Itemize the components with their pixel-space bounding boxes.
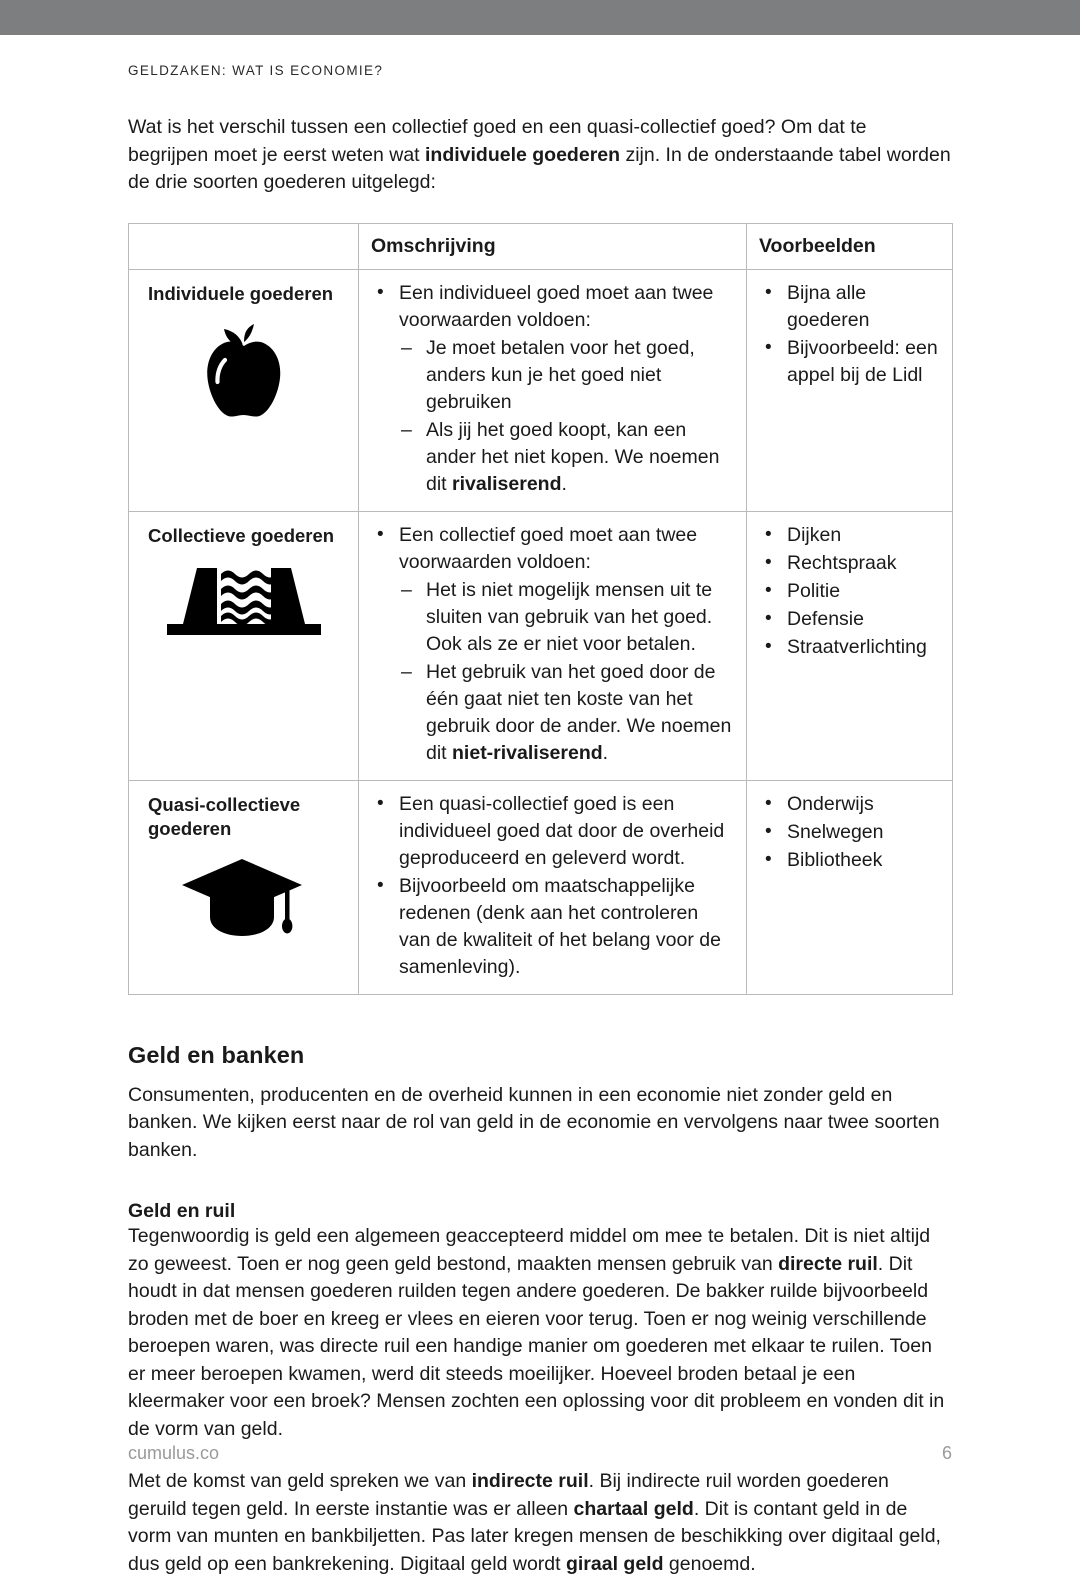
example-item: • Politie — [759, 578, 940, 605]
intro-paragraph — [128, 114, 952, 197]
category-cell-individueel — [129, 269, 359, 511]
example-item: • Dijken — [759, 522, 940, 549]
description-cell-collectief — [359, 511, 747, 780]
top-grey-band — [0, 0, 1080, 35]
category-label: Collectieve goederen — [148, 524, 335, 546]
dash-bold-term: rivaliserend — [452, 472, 562, 495]
table-header-voorbeelden: Voorbeelden — [747, 223, 953, 269]
dash-item: – Je moet betalen voor het goed, anders kun je het goed niet gebruiken — [399, 335, 734, 416]
goods-table — [128, 223, 953, 995]
dash-item — [399, 417, 734, 498]
description-bullets — [371, 280, 734, 498]
dash-item: – Het is niet mogelijk mensen uit te sluiten van gebruik van het goed. Ook als ze er niet voor betalen. — [399, 577, 734, 658]
examples-list — [759, 791, 940, 874]
table-header-row — [129, 223, 953, 269]
dam-icon — [141, 562, 346, 642]
example-item: • Bijvoorbeeld: een appel bij de Lidl — [759, 335, 940, 389]
intro-text-a: Wat is het verschil tussen een collectief goed en een quasi-collectief goed? Om dat te begrijpen moet je eerst weten wat — [128, 116, 867, 166]
bullet-item — [371, 280, 734, 498]
intro-text-b: zijn. In de onderstaande tabel worden de drie soorten goederen uitgelegd: — [128, 143, 951, 193]
table-header-empty — [129, 223, 359, 269]
sub-dash-list — [399, 335, 734, 498]
bullet-text: Een collectief goed moet aan twee voorwaarden voldoen: — [399, 523, 698, 573]
table-row — [129, 780, 953, 994]
dash-text-a: Het gebruik van het goed door de één gaat niet ten koste van het gebruik door de ander. We noemen dit — [426, 660, 732, 764]
example-item: • Rechtspraak — [759, 550, 940, 577]
footer-page-number: 6 — [941, 1443, 952, 1463]
para1-bold-term: directe ruil — [778, 1252, 878, 1275]
subsection-paragraph-1 — [128, 1223, 952, 1443]
dash-text-b: . — [602, 741, 609, 764]
subsection-heading-geld-en-ruil: Geld en ruil — [128, 1200, 236, 1222]
description-cell-quasi — [359, 780, 747, 994]
example-item: • Snelwegen — [759, 819, 940, 846]
example-item: • Defensie — [759, 606, 940, 633]
graduation-cap-icon — [141, 855, 346, 941]
example-item: • Bijna alle goederen — [759, 280, 940, 334]
bullet-item: • Bijvoorbeeld om maatschappelijke redenen (denk aan het controleren van de kwaliteit of het belang voor de samenleving). — [371, 873, 734, 981]
table-row — [129, 269, 953, 511]
running-header: GELDZAKEN: WAT IS ECONOMIE? — [128, 63, 384, 78]
description-bullets — [371, 522, 734, 767]
document-page — [0, 35, 1080, 1575]
bullet-item — [371, 522, 734, 767]
examples-cell-individueel — [747, 269, 953, 511]
table-row — [129, 511, 953, 780]
subsection-paragraph-2 — [128, 1468, 952, 1578]
para2-text-b: . Bij indirecte ruil worden goederen geruild tegen geld. In eerste instantie was er alleen — [128, 1470, 889, 1520]
category-label: Quasi-collectieve goederen — [148, 793, 301, 839]
description-cell-individueel — [359, 269, 747, 511]
intro-bold-term: individuele goederen — [425, 143, 621, 166]
dash-item — [399, 659, 734, 767]
examples-list — [759, 522, 940, 661]
para1-text-b: . Dit houdt in dat mensen goederen ruilden tegen andere goederen. De bakker ruilde bijvoorbeeld broden met de boer en kreeg er vlees en eieren voor terug. Toen er nog weinig verschillende beroepen waren, was directe ruil een handige manier om goederen met elkaar te ruilen. Toen er meer beroepen kwamen, werd dit steeds moeilijker. Hoeveel broden betaal je een kleermaker voor een broek? Mensen zochten een oplossing voor dit probleem en vonden dit in de vorm van geld. — [128, 1252, 945, 1440]
category-label: Individuele goederen — [148, 282, 334, 304]
para2-bold-term-2: chartaal geld — [573, 1497, 694, 1520]
example-item: • Onderwijs — [759, 791, 940, 818]
example-item: • Straatverlichting — [759, 634, 940, 661]
para2-bold-term-3: giraal geld — [565, 1552, 664, 1575]
category-cell-quasi — [129, 780, 359, 994]
examples-cell-quasi — [747, 780, 953, 994]
para2-text-d: genoemd. — [663, 1552, 756, 1575]
examples-list — [759, 280, 940, 389]
para2-text-a: Met de komst van geld spreken we van — [128, 1470, 472, 1492]
dash-text-a: Als jij het goed koopt, kan een ander het niet kopen. We noemen dit — [426, 418, 720, 495]
description-bullets — [371, 791, 734, 981]
section-paragraph-geld-en-banken: Consumenten, producenten en de overheid kunnen in een economie niet zonder geld en banken. We kijken eerst naar de rol van geld in de economie en vervolgens naar twee soorten banken. — [128, 1083, 940, 1161]
para1-text-a: Tegenwoordig is geld een algemeen geaccepteerd middel om mee te betalen. Dit is niet altijd zo geweest. Toen er nog geen geld bestond, maakten mensen gebruik van — [128, 1225, 931, 1275]
example-item: • Bibliotheek — [759, 847, 940, 874]
sub-dash-list — [399, 577, 734, 767]
para2-bold-term-1: indirecte ruil — [471, 1470, 589, 1492]
apple-icon — [141, 320, 346, 420]
dash-bold-term: niet-rivaliserend — [452, 741, 603, 764]
bullet-text: Een individueel goed moet aan twee voorwaarden voldoen: — [399, 281, 714, 331]
footer-site-label: cumulus.co — [128, 1443, 220, 1463]
page-footer — [128, 1443, 952, 1464]
bullet-item: • Een quasi-collectief goed is een individueel goed dat door de overheid geproduceerd en geleverd wordt. — [371, 791, 734, 872]
section-heading-geld-en-banken: Geld en banken — [128, 1041, 305, 1068]
examples-cell-collectief — [747, 511, 953, 780]
category-cell-collectief — [129, 511, 359, 780]
dash-text-b: . — [561, 472, 567, 495]
table-header-omschrijving: Omschrijving — [359, 223, 747, 269]
para2-text-c: . Dit is contant geld in de vorm van munten en bankbiljetten. Pas later kregen mensen de beschikking over digitaal geld, dus geld op een bankrekening. Digitaal geld wordt — [128, 1497, 941, 1575]
page-content — [128, 35, 952, 1578]
